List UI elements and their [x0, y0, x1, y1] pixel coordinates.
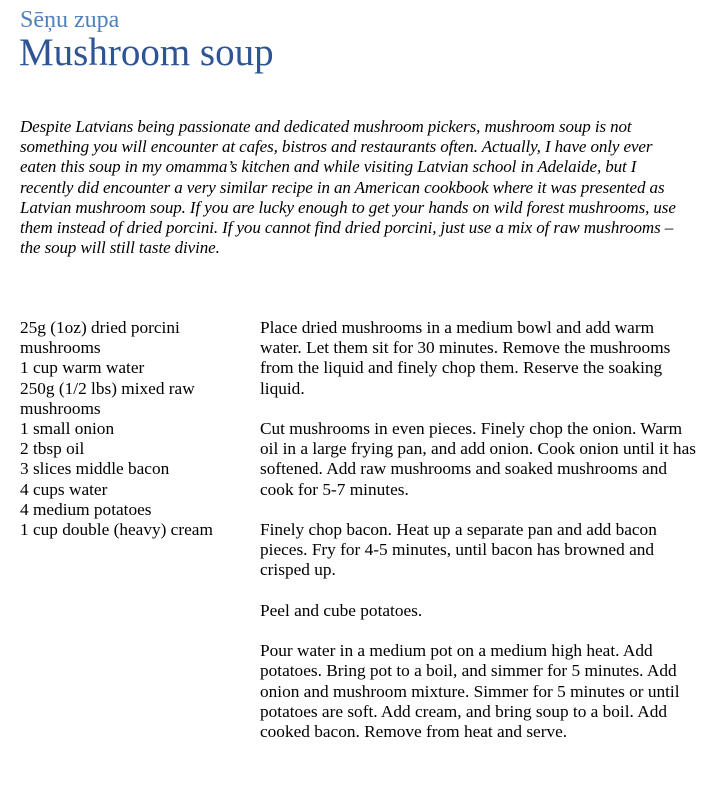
ingredient-item: 25g (1oz) dried porcini mushrooms — [20, 318, 180, 358]
ingredient-item: 1 small onion — [20, 419, 115, 439]
method-step: Finely chop bacon. Heat up a separate pan and add bacon pieces. Fry for 4-5 minutes, until bacon has browned and crisped up. — [260, 520, 657, 580]
method-step: Pour water in a medium pot on a medium high heat. Add potatoes. Bring pot to a boil, and simmer for 5 minutes. Add onion and mushroom mixture. Simmer for 5 minutes or until potatoes are soft. Add cream, and bring soup to a boil. Add cooked bacon. Remove from heat and serve. — [260, 641, 680, 741]
ingredient-item: 4 medium potatoes — [20, 499, 152, 519]
ingredient-item: 1 cup warm water — [20, 358, 145, 378]
ingredient-item: 250g (1/2 lbs) mixed raw mushrooms — [20, 378, 195, 418]
method-step: Peel and cube potatoes. — [260, 600, 423, 620]
ingredient-item: 2 tbsp oil — [20, 439, 85, 459]
recipe-subtitle: Sēņu zupa — [20, 7, 120, 33]
method-steps — [260, 318, 700, 762]
ingredient-item: 1 cup double (heavy) cream — [20, 520, 213, 540]
recipe-title: Mushroom soup — [19, 31, 274, 74]
method-step: Cut mushrooms in even pieces. Finely chop the onion. Warm oil in a large frying pan, and add onion. Cook onion until it has softened. Add raw mushrooms and soaked mushrooms and cook for 5-7 minutes. — [260, 419, 696, 499]
recipe-intro: Despite Latvians being passionate and dedicated mushroom pickers, mushroom soup is not something you will encounter at cafes, bistros and restaurants often. Actually, I have only ever eaten this soup in my omamma’s kitchen and while visiting Latvian school in Adelaide, but I recently did encounter a very similar recipe in an American cookbook where it was presented as Latvian mushroom soup. If you are lucky enough to get your hands on wild forest mushrooms, use them instead of dried porcini. If you cannot find dried porcini, just use a mix of raw mushrooms – the soup will still taste divine. — [20, 117, 676, 258]
ingredients-list — [20, 318, 250, 540]
ingredient-item: 4 cups water — [20, 479, 108, 499]
ingredient-item: 3 slices middle bacon — [20, 459, 170, 479]
method-step: Place dried mushrooms in a medium bowl and add warm water. Let them sit for 30 minutes. Remove the mushrooms from the liquid and finely chop them. Reserve the soaking liquid. — [260, 318, 671, 398]
